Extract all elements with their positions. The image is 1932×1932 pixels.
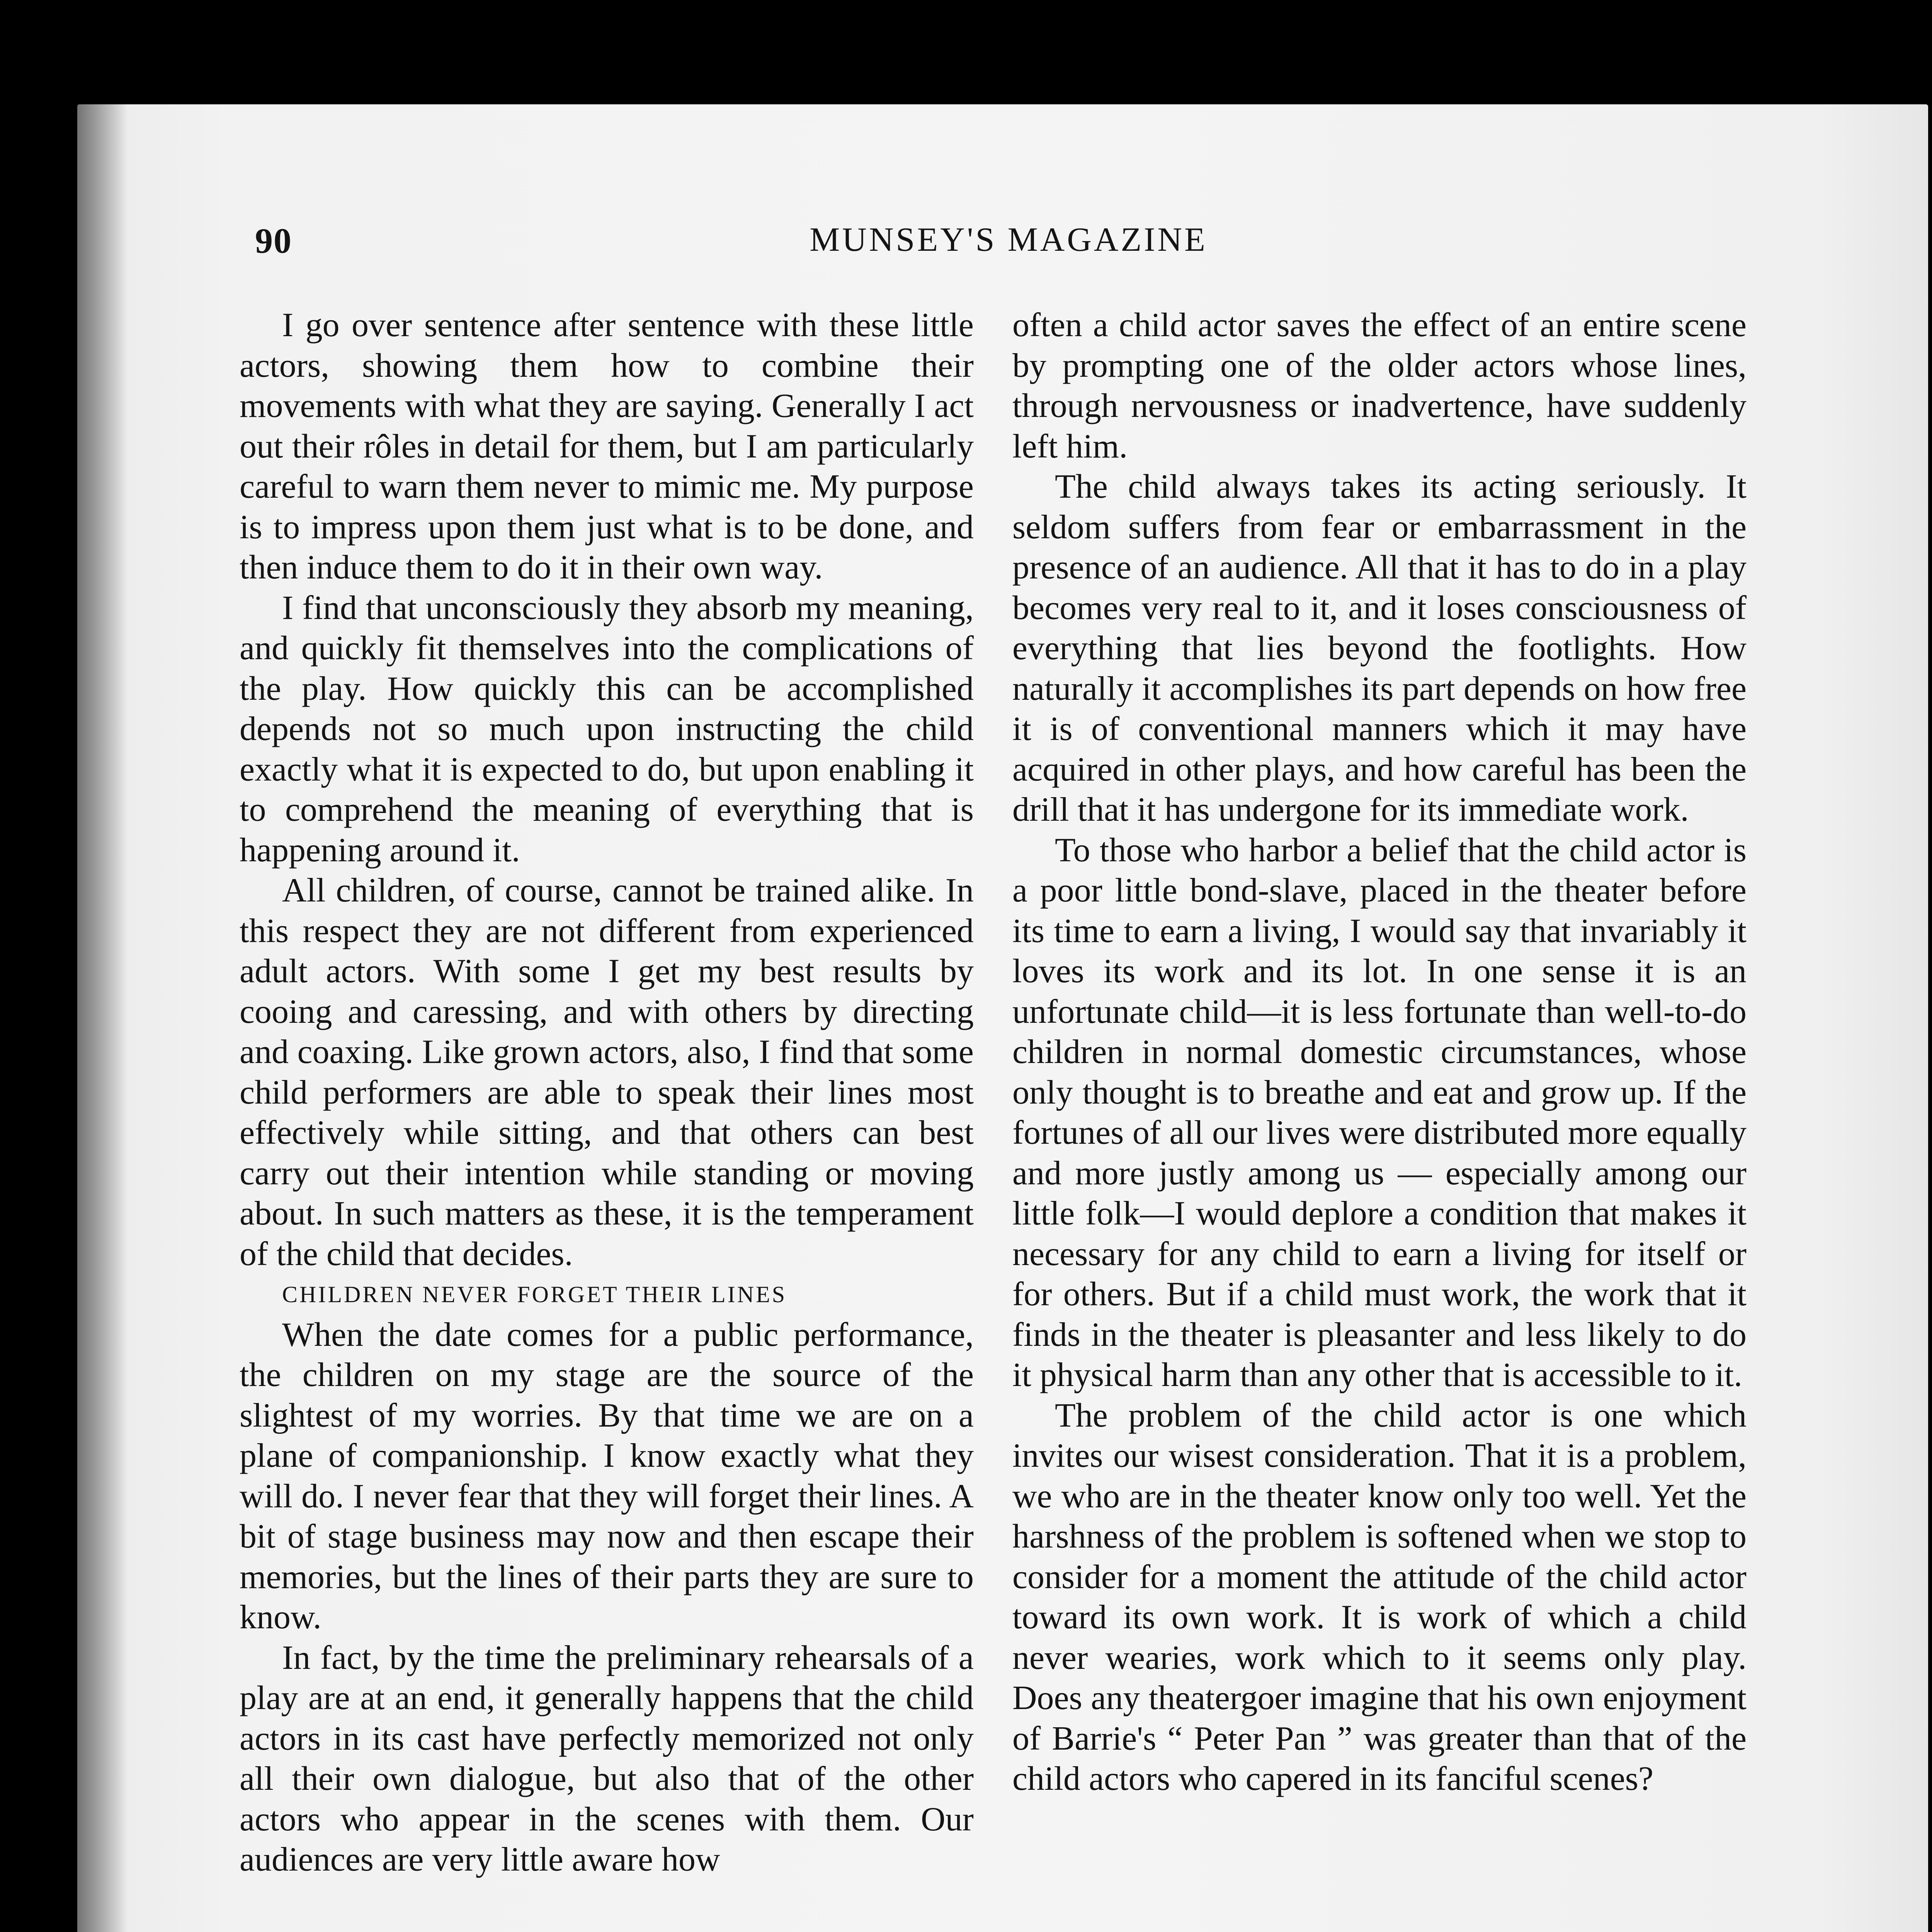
paragraph: I go over sentence after sentence with these little actors, showing them how to combine their movements with what they are saying. Generally I act out their rôles in detail for them, but I am particularly careful to warn them never to mimic me. My purpose is to impress upon them just what is to be done, and then induce them to do it in their own way.: [240, 306, 974, 586]
paragraph: In fact, by the time the preliminary rehearsals of a play are at an end, it generally happens that the child actors in its cast have perfectly memorized not only all their own dialogue, but also that of the other actors who appear in the scenes with them. Our audiences are very little aware how: [240, 1639, 974, 1878]
paragraph: The problem of the child actor is one which invites our wisest consideration. That it is a problem, we who are in the theater know only too well. Yet the harshness of the problem is softened when we stop to consider for a moment the attitude of the child actor toward its own work. It is work of which a child never wearies, work which to it seems only play. Does any theatergoer imagine that his own enjoyment of Barrie's “ Peter Pan ” was greater than that of the child actors who capered in its fanciful scenes?: [1012, 1396, 1747, 1798]
running-head: [255, 220, 1762, 274]
paragraph: When the date comes for a public performance, the children on my stage are the source of the slightest of my worries. By that time we are on a plane of companionship. I know exactly what they will do. I never fear that they will forget their lines. A bit of stage business may now and then escape their memories, but the lines of their parts they are sure to know.: [240, 1316, 974, 1636]
article-column-left: [240, 305, 974, 1880]
article-column-right: [1012, 305, 1747, 1799]
section-subheading: CHILDREN NEVER FORGET THEIR LINES: [282, 1282, 787, 1307]
binding-shadow: [77, 104, 128, 1932]
paragraph: All children, of course, cannot be trained alike. In this respect they are not different from experienced adult actors. With some I get my best results by cooing and caressing, and with others by directing and coaxing. Like grown actors, also, I find that some child performers are able to speak their lines most effectively while sitting, and that others can best carry out their intention while standing or moving about. In such matters as these, it is the temperament of the child that decides.: [240, 872, 974, 1273]
magazine-title: MUNSEY'S MAGAZINE: [810, 221, 1208, 259]
paragraph: To those who harbor a belief that the child actor is a poor little bond-slave, placed in the theater before its time to earn a living, I would say that invariably it loves its work and its lot. In one sense it is an unfortunate child—it is less fortunate than well-to-do children in normal domestic circumstances, whose only thought is to breathe and eat and grow up. If the fortunes of all our lives were distributed more equally and more justly among us — especially among our little folk—I would deplore a condition that makes it necessary for any child to earn a living for itself or for others. But if a child must work, the work that it finds in the theater is pleasanter and less likely to do it physical harm than any other that is accessible to it.: [1012, 831, 1747, 1394]
page-number: 90: [255, 221, 292, 260]
paragraph-continuation: often a child actor saves the effect of an entire scene by prompting one of the older actors whose lines, through nervousness or inadvertence, have suddenly left him.: [1012, 306, 1747, 465]
paragraph: I find that unconsciously they absorb my meaning, and quickly fit themselves into the complications of the play. How quickly this can be accomplished depends not so much upon instructing the child exactly what it is expected to do, but upon enabling it to comprehend the meaning of everything that is happening around it.: [240, 589, 974, 869]
paragraph: The child always takes its acting seriously. It seldom suffers from fear or embarrassment in the presence of an audience. All that it has to do in a play becomes very real to it, and it loses consciousness of everything that lies beyond the footlights. How naturally it accomplishes its part depends on how free it is of conventional manners which it may have acquired in other plays, and how careful has been the drill that it has undergone for its immediate work.: [1012, 468, 1747, 828]
